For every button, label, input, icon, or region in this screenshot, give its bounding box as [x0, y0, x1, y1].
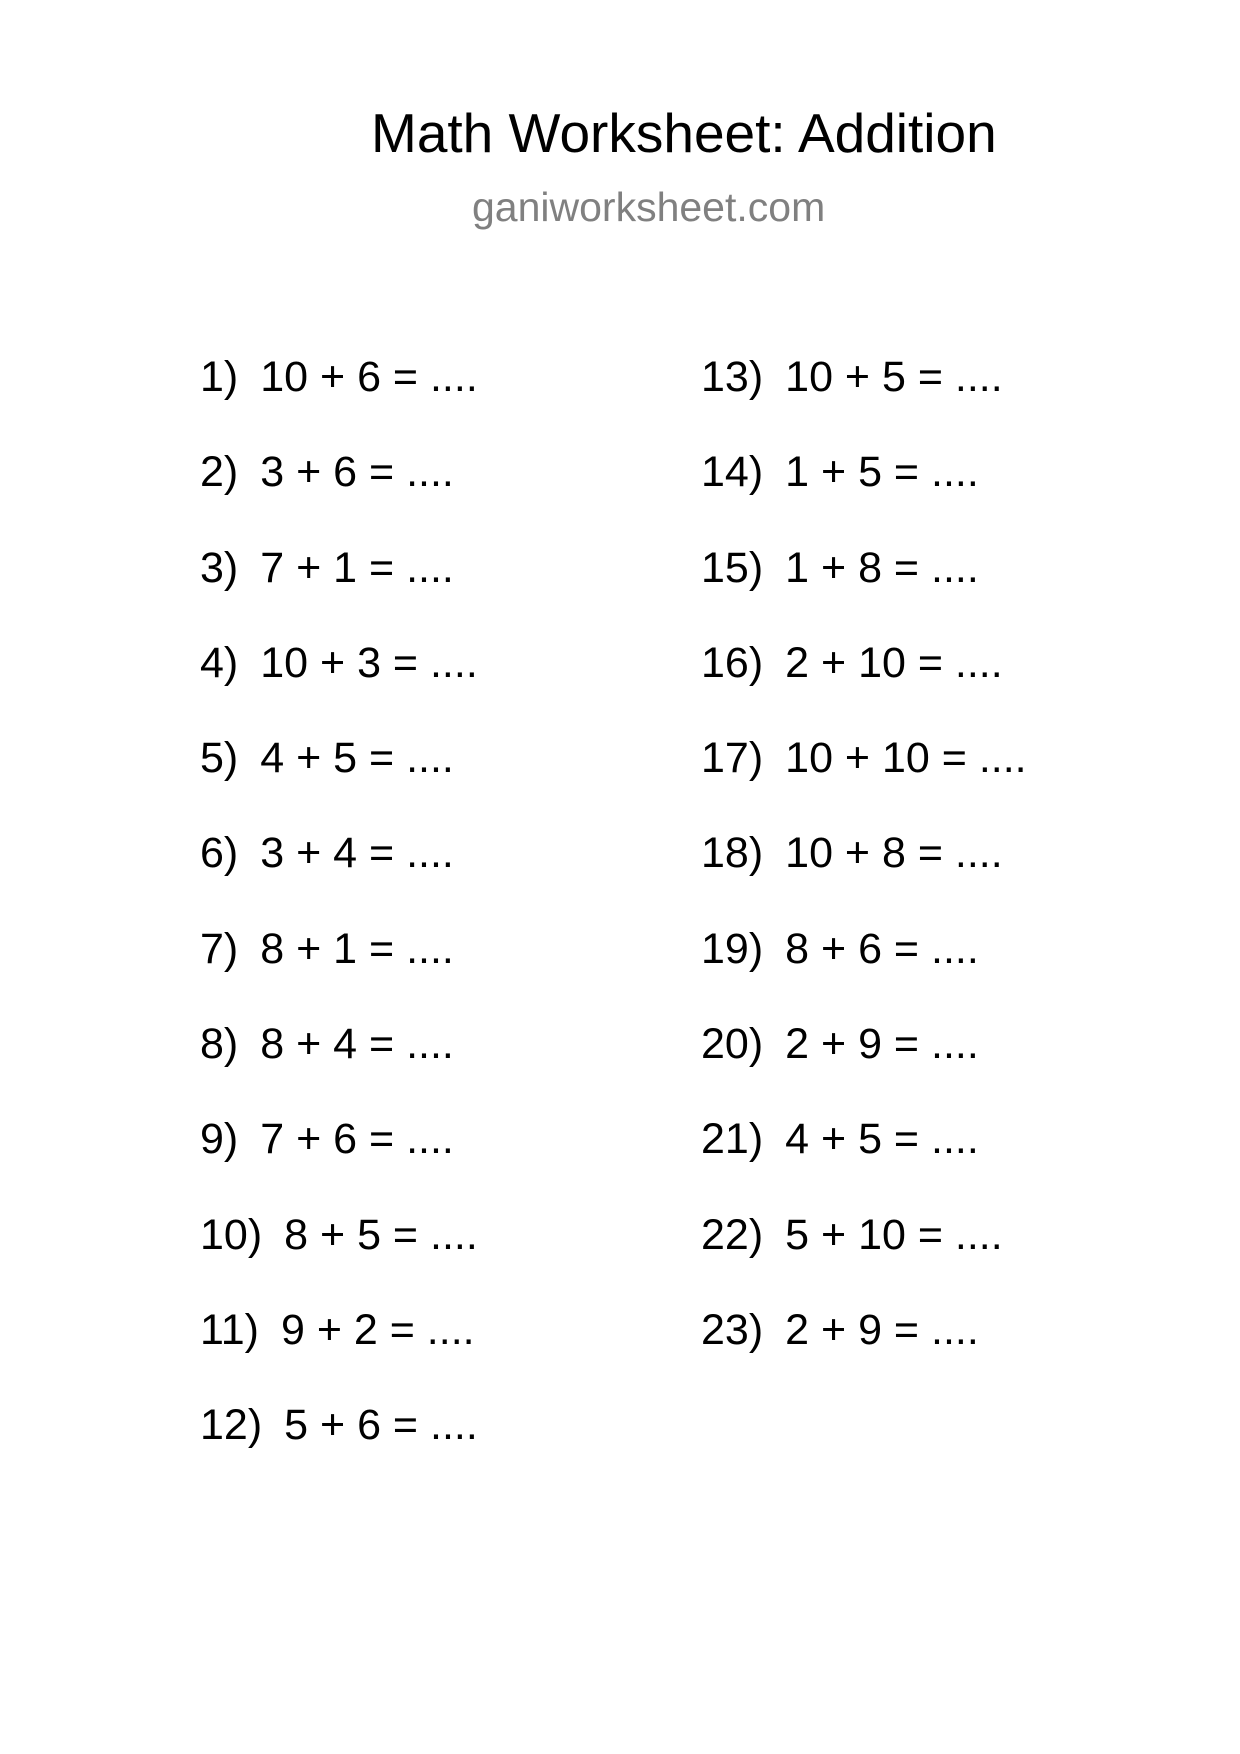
problem-number: 23) [701, 1305, 764, 1354]
problem-item [200, 540, 478, 635]
problem-number: 7) [200, 924, 239, 973]
problem-expression: 9 + 2 = .... [280, 1305, 475, 1354]
problem-number: 22) [701, 1210, 764, 1259]
problem-number: 9) [200, 1115, 239, 1164]
problem-item [200, 921, 478, 1016]
problem-item [200, 349, 478, 444]
problem-item [200, 1397, 478, 1492]
page-title: Math Worksheet: Addition [371, 102, 997, 164]
problem-expression: 5 + 6 = .... [284, 1401, 478, 1450]
problem-item [701, 730, 1027, 825]
problem-item [200, 1207, 478, 1302]
problem-item [200, 730, 478, 825]
problem-expression: 4 + 5 = .... [260, 734, 454, 783]
problem-number: 15) [701, 543, 764, 592]
problem-expression: 4 + 5 = .... [785, 1115, 979, 1164]
problem-number: 11) [200, 1305, 259, 1354]
problem-number: 3) [200, 543, 239, 592]
problem-expression: 2 + 9 = .... [785, 1020, 979, 1069]
problem-expression: 1 + 8 = .... [785, 543, 979, 592]
problem-item [701, 825, 1027, 920]
problem-number: 20) [701, 1020, 764, 1069]
problem-expression: 8 + 1 = .... [260, 924, 454, 973]
problem-item [200, 825, 478, 920]
problem-item [701, 1207, 1027, 1302]
problem-column-left [200, 349, 478, 1493]
problem-item [200, 444, 478, 539]
problem-expression: 8 + 5 = .... [284, 1210, 478, 1259]
problem-item [200, 1111, 478, 1206]
problem-number: 13) [701, 353, 764, 401]
problem-expression: 3 + 6 = .... [260, 448, 454, 497]
problem-number: 8) [200, 1020, 239, 1069]
problem-number: 1) [200, 353, 239, 401]
problem-expression: 7 + 6 = .... [260, 1115, 454, 1164]
problem-number: 6) [200, 829, 239, 878]
problem-expression: 2 + 10 = .... [785, 638, 1003, 687]
problem-expression: 10 + 3 = .... [260, 638, 478, 687]
problem-expression: 10 + 6 = .... [260, 353, 478, 401]
problem-item [701, 1016, 1027, 1111]
site-url: ganiworksheet.com [472, 184, 826, 230]
problem-item [200, 1016, 478, 1111]
problem-number: 17) [701, 734, 764, 783]
problem-number: 14) [701, 448, 764, 497]
problem-column-right [701, 349, 1027, 1397]
problem-number: 2) [200, 448, 239, 497]
problem-number: 4) [200, 638, 239, 687]
problem-expression: 2 + 9 = .... [785, 1305, 979, 1354]
problem-expression: 8 + 6 = .... [785, 924, 979, 973]
problem-number: 21) [701, 1115, 764, 1164]
problem-item [701, 1302, 1027, 1397]
problem-expression: 7 + 1 = .... [260, 543, 454, 592]
problem-number: 10) [200, 1210, 263, 1259]
problem-number: 19) [701, 924, 764, 973]
problem-item [701, 921, 1027, 1016]
problem-item [701, 540, 1027, 635]
problem-item [701, 1111, 1027, 1206]
problem-item [701, 444, 1027, 539]
problem-expression: 3 + 4 = .... [260, 829, 454, 878]
problem-number: 5) [200, 734, 239, 783]
problem-item [701, 349, 1027, 444]
problem-number: 18) [701, 829, 764, 878]
problem-expression: 10 + 5 = .... [785, 353, 1003, 401]
problem-item [701, 635, 1027, 730]
problem-expression: 1 + 5 = .... [785, 448, 979, 497]
problem-number: 12) [200, 1401, 263, 1450]
problem-item [200, 635, 478, 730]
problem-expression: 10 + 10 = .... [785, 734, 1027, 783]
problem-expression: 10 + 8 = .... [785, 829, 1003, 878]
problem-item [200, 1302, 478, 1397]
problem-expression: 8 + 4 = .... [260, 1020, 454, 1069]
problem-expression: 5 + 10 = .... [785, 1210, 1003, 1259]
problem-number: 16) [701, 638, 764, 687]
